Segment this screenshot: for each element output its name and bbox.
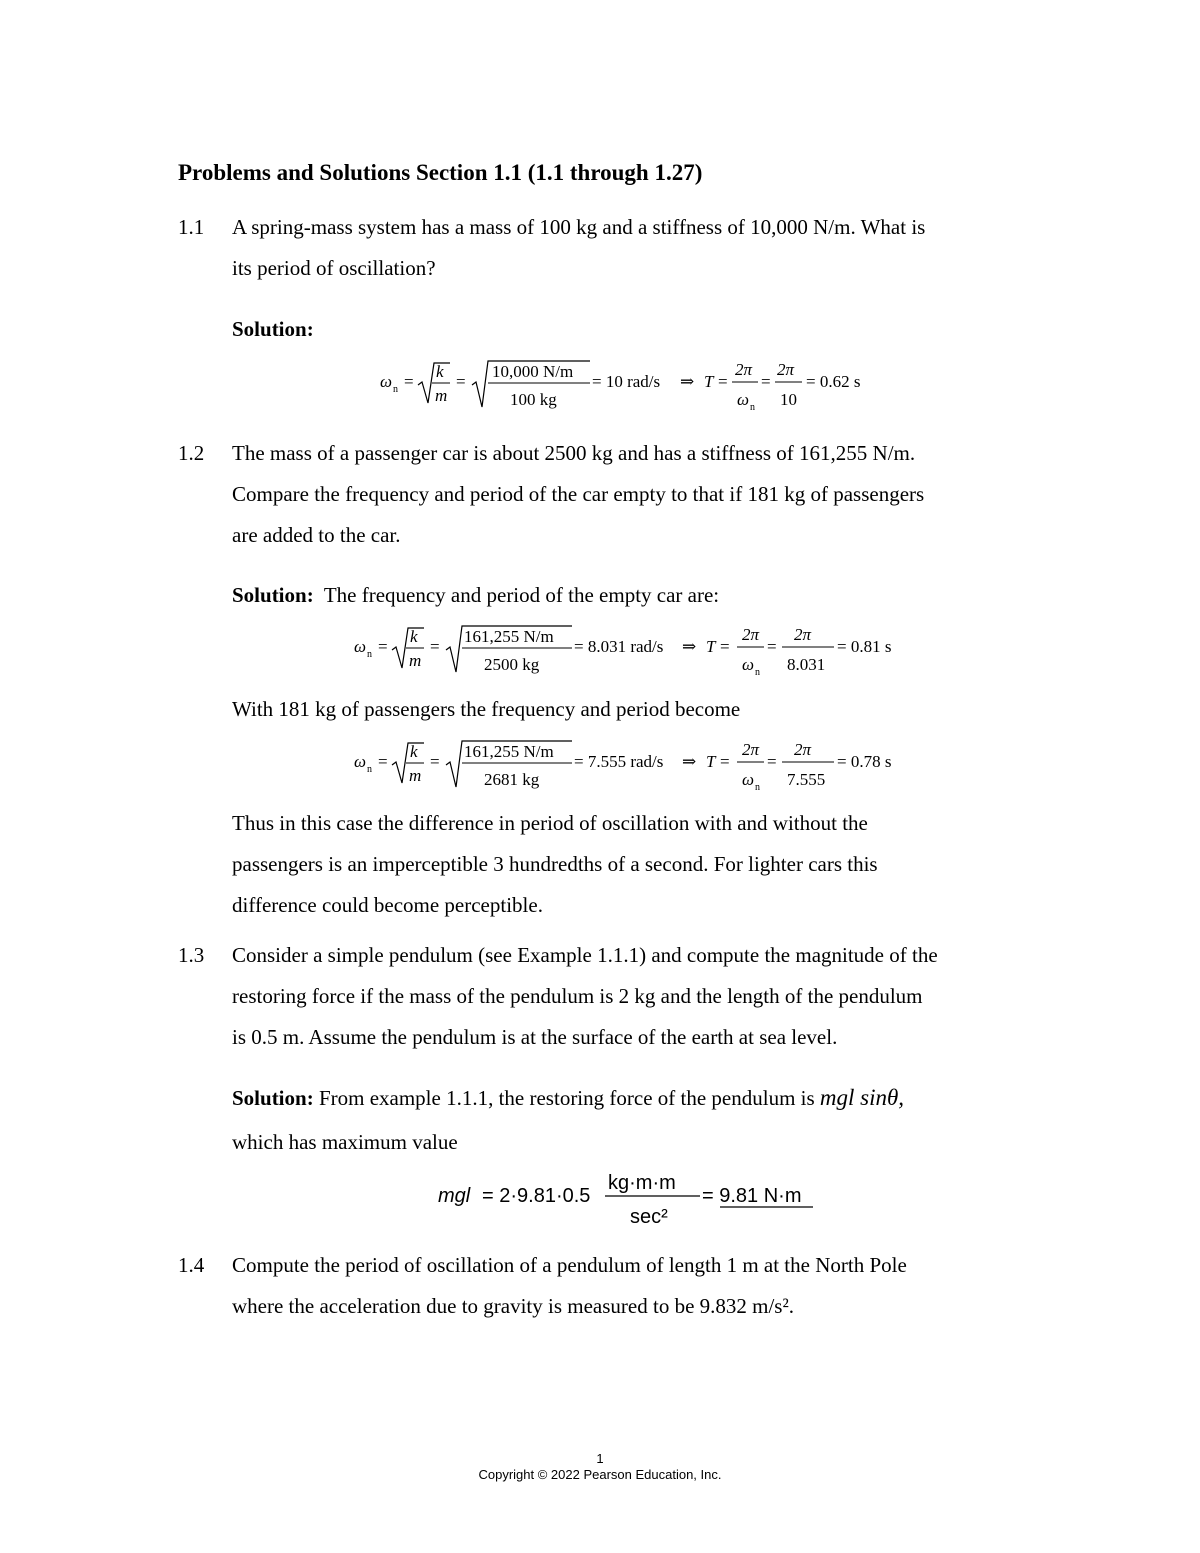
fraction-k: k — [436, 362, 444, 381]
unit-numerator: kg·m·m — [608, 1172, 676, 1194]
result-value: = 9.81 N·m — [702, 1185, 802, 1207]
problem-line: Consider a simple pendulum (see Example 1.1.1) and compute the magnitude of the — [232, 943, 938, 967]
fraction-m: m — [409, 651, 422, 670]
equation-1-3 — [438, 1165, 838, 1236]
fraction-k: k — [410, 627, 418, 646]
equals-sign: = — [378, 752, 388, 771]
rate-value: = 8.031 rad/s — [574, 637, 664, 656]
problem-text — [232, 207, 1042, 289]
problem-line: The mass of a passenger car is about 2500 kg and has a stiffness of 161,255 N/m. — [232, 441, 916, 465]
equals-sign: = — [456, 372, 466, 391]
equals-sign: = — [718, 372, 728, 391]
implies-arrow: ⇒ — [680, 372, 695, 391]
omega-symbol: ω — [354, 637, 367, 656]
problem-number: 1.4 — [178, 1253, 205, 1277]
equation-1-2a — [354, 620, 914, 685]
product-expression: = 2·9.81·0.5 — [482, 1185, 591, 1207]
equals-sign: = — [430, 752, 440, 771]
fraction-k: k — [410, 742, 418, 761]
fraction-denominator: 2500 kg — [484, 655, 540, 674]
omega-subscript: n — [755, 667, 760, 678]
two-pi: 2π — [794, 625, 812, 644]
fraction-denominator: 100 kg — [510, 390, 557, 409]
rate-value: = 7.555 rad/s — [574, 752, 664, 771]
conclusion-text — [232, 803, 1042, 926]
fraction-numerator: 161,255 N/m — [464, 627, 554, 646]
result-value: = 0.62 s — [806, 372, 861, 391]
omega-symbol: ω — [380, 372, 393, 391]
fraction-m: m — [435, 386, 448, 405]
omega-subscript: n — [367, 649, 372, 660]
period-symbol: T — [706, 752, 716, 771]
equals-sign: = — [720, 637, 730, 656]
problem-line: is 0.5 m. Assume the pendulum is at the surface of the earth at sea level. — [232, 1025, 838, 1049]
solution-text-2: which has maximum value — [232, 1130, 458, 1154]
page-number: 1 — [596, 1451, 604, 1466]
equals-sign: = — [720, 752, 730, 771]
solution-label: Solution: — [232, 583, 314, 607]
omega-subscript: n — [750, 402, 755, 413]
solution-text: From example 1.1.1, the restoring force of the pendulum is — [318, 1086, 815, 1110]
problem-line: Compare the frequency and period of the car empty to that if 181 kg of passengers — [232, 482, 925, 506]
problem-line: are added to the car. — [232, 523, 401, 547]
lhs-expression: mgl — [438, 1185, 471, 1207]
copyright-notice: Copyright © 2022 Pearson Education, Inc. — [478, 1467, 722, 1482]
period-symbol: T — [706, 637, 716, 656]
equation-1-2b — [354, 735, 914, 800]
two-pi: 2π — [742, 625, 760, 644]
fraction-denominator: 7.555 — [787, 770, 826, 789]
omega-symbol: ω — [354, 752, 367, 771]
result-value: = 0.81 s — [837, 637, 892, 656]
omega-subscript: n — [367, 764, 372, 775]
solution-line — [232, 583, 719, 608]
omega-symbol: ω — [742, 655, 755, 674]
fraction-numerator: 161,255 N/m — [464, 742, 554, 761]
equation-1-1 — [380, 355, 900, 420]
problem-line: A spring-mass system has a mass of 100 kg and a stiffness of 10,000 N/m. What is — [232, 215, 926, 239]
equals-sign: = — [378, 637, 388, 656]
problem-number: 1.2 — [178, 441, 205, 465]
problem-text — [232, 935, 1042, 1058]
fraction-denominator: 8.031 — [787, 655, 826, 674]
equals-sign: = — [404, 372, 414, 391]
implies-arrow: ⇒ — [682, 752, 697, 771]
conclusion-line: difference could become perceptible. — [232, 893, 543, 917]
two-pi: 2π — [742, 740, 760, 759]
equals-sign: = — [767, 752, 777, 771]
problem-text — [232, 1245, 1042, 1327]
solution-text: The frequency and period of the empty car are: — [323, 583, 720, 607]
equals-sign: = — [761, 372, 771, 391]
omega-symbol: ω — [737, 390, 750, 409]
fraction-denominator: 2681 kg — [484, 770, 540, 789]
solution-label: Solution: — [232, 317, 314, 341]
omega-symbol: ω — [742, 770, 755, 789]
unit-denominator: sec² — [630, 1206, 668, 1228]
problem-line: where the acceleration due to gravity is measured to be 9.832 m/s². — [232, 1294, 795, 1318]
conclusion-line: Thus in this case the difference in period of oscillation with and without the — [232, 811, 868, 835]
middle-text: With 181 kg of passengers the frequency and period become — [232, 697, 741, 721]
problem-line: restoring force if the mass of the pendulum is 2 kg and the length of the pendulum — [232, 984, 923, 1008]
fraction-numerator: 10,000 N/m — [492, 362, 574, 381]
section-heading: Problems and Solutions Section 1.1 (1.1 through 1.27) — [178, 160, 703, 185]
fraction-denominator: 10 — [780, 390, 797, 409]
conclusion-line: passengers is an imperceptible 3 hundredths of a second. For lighter cars this — [232, 852, 878, 876]
two-pi: 2π — [735, 360, 753, 379]
problem-number: 1.3 — [178, 943, 205, 967]
equals-sign: = — [767, 637, 777, 656]
equals-sign: = — [430, 637, 440, 656]
two-pi: 2π — [777, 360, 795, 379]
rate-value: = 10 rad/s — [592, 372, 661, 391]
result-value: = 0.78 s — [837, 752, 892, 771]
problem-line: Compute the period of oscillation of a pendulum of length 1 m at the North Pole — [232, 1253, 907, 1277]
two-pi: 2π — [794, 740, 812, 759]
solution-line — [232, 1085, 904, 1111]
problem-text — [232, 433, 1042, 556]
problem-line: its period of oscillation? — [232, 256, 436, 280]
omega-subscript: n — [755, 782, 760, 793]
solution-label: Solution: — [232, 1086, 314, 1110]
problem-number: 1.1 — [178, 215, 205, 239]
omega-subscript: n — [393, 384, 398, 395]
solution-expression: mgl sinθ, — [819, 1085, 905, 1110]
period-symbol: T — [704, 372, 714, 391]
implies-arrow: ⇒ — [682, 637, 697, 656]
fraction-m: m — [409, 766, 422, 785]
